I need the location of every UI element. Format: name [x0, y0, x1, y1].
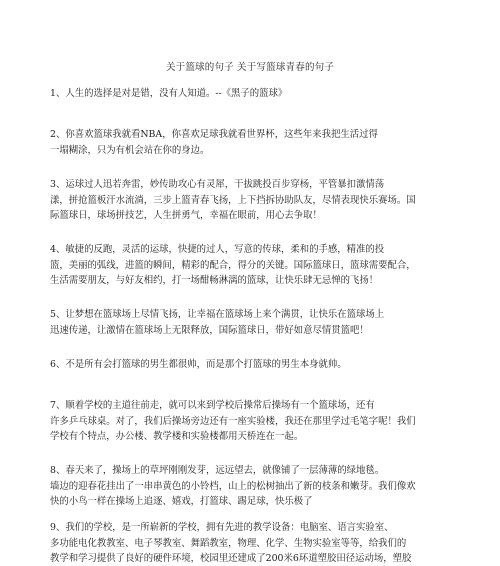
paragraph-2: 2、你喜欢篮球我就看NBA，你喜欢足球我就看世界杯，这些年来我把生活过得 一塌糊涂，只为有机会站在你的身边。: [50, 129, 378, 156]
paragraph-9: 9、我们的学校，是一所崭新的学校，拥有先进的教学设备：电脑室、语言实验室、 多功能电化教教室、电子琴教室、舞蹈教室，物理、化学、生物实验室等等，给我们的 教学和学习提供了良好的硬件环境，校园里还建成了200米6环道塑胶田径运动场，塑胶: [50, 522, 412, 565]
paragraph-8: 8、春天来了，操场上的草坪刚刚发芽，远远望去，就像铺了一层薄薄的绿地毯。 墙边的迎春花挂出了一串串黄色的小铃档，山上的松树抽出了新的枝条和嫩芽。我们像欢 快的小鸟一样在操场上追逐、嬉戏，打篮球、踢足球，快乐极了: [50, 465, 416, 508]
paragraph-3: 3、运球过人迅若奔雷，妙传助攻心有灵犀，干拔跳投百步穿杨，平管暴扣激情荡 漾，拼抢篮板汗水流淌，三步上篮青春飞扬，上下挡拆协助队友，尽情表现快乐赛场。国 际篮球日，球场拼技艺，人生拼勇气，幸福在眼前，用心去争取！: [50, 179, 416, 222]
document-title: 关于篮球的句子 关于写篮球青春的句子: [165, 62, 335, 73]
paragraph-7: 7、顺着学校的主道往前走，就可以来到学校后操常后操场有一个篮球场，还有 许多乒乓球桌。对了，我们后操场旁边还有一座实验楼，我还在那里学过毛笔字呢！我们 学校有个特点，办公楼、教学楼和实验楼都用天桥连在一起。: [50, 400, 416, 443]
paragraph-1: 1、人生的选择是对是错，没有人知道。--《黑子的篮球》: [50, 88, 288, 99]
paragraph-5: 5、让梦想在篮球场上尽情飞扬，让幸福在篮球场上来个满贯，让快乐在篮球场上 迅速传递，让激情在篮球场上无限释放，国际篮球日，带好如意尽情贯篮吧！: [50, 309, 385, 336]
paragraph-6: 6、不是所有会打篮球的男生都很帅，而是那个打篮球的男生本身就帅。: [50, 359, 347, 370]
paragraph-4: 4、敏捷的反跑，灵活的运球，快捷的过人，写意的传球，柔和的手感，精准的投 篮，美丽的弧线，进篮的瞬间，精彩的配合，得分的关键。国际篮球日，篮球需要配合， 生活需要朋友，与好友相约，打一场酣畅淋漓的篮球，让快乐肆无忌惮的飞扬！: [50, 244, 416, 287]
